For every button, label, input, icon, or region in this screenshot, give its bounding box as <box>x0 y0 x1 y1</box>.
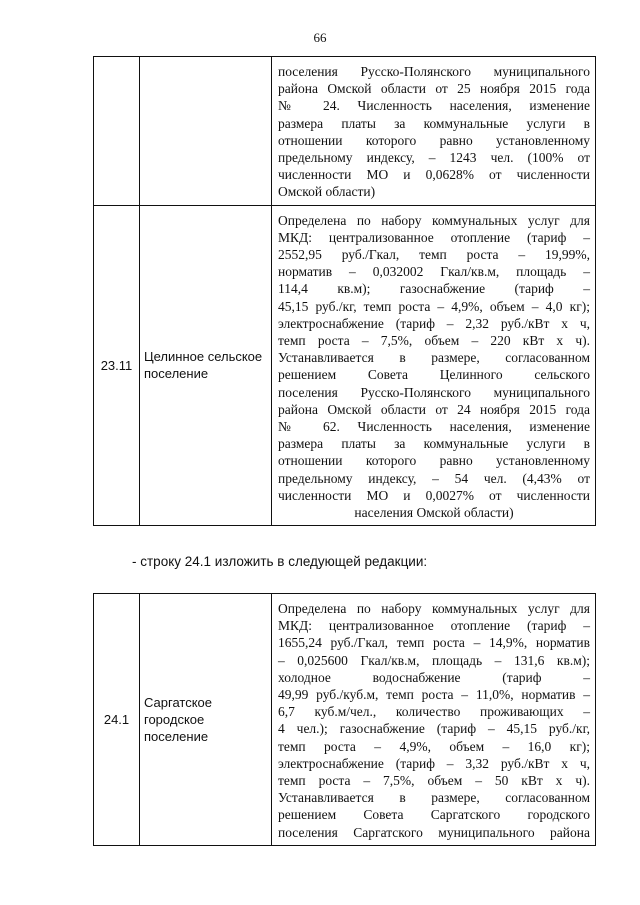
amendment-instruction: - строку 24.1 изложить в следующей редакции: <box>132 554 428 569</box>
description-line: 6,7 куб.м/чел., количество проживающих – <box>278 704 590 720</box>
settlement-name-line: городское <box>144 711 205 727</box>
description-line: численности МО и 0,0027% от численности <box>278 487 590 503</box>
description-line: 114,4 кв.м); газоснабжение (тариф – <box>278 281 590 297</box>
row-number-cell: 24.1 <box>94 594 140 846</box>
description-line: № 62. Численность населения, изменение <box>278 419 590 435</box>
table-row-continued <box>94 57 596 206</box>
description-line: предельному индексу, – 54 чел. (4,43% от <box>278 470 590 486</box>
description-line: темп роста – 7,5%, объем – 220 кВт х ч). <box>278 333 590 349</box>
description-line: района Омской области от 25 ноября 2015 года <box>278 81 590 97</box>
description-line: Определена по набору коммунальных услуг для <box>278 212 590 228</box>
description-line: 1655,24 руб./Гкал, темп роста – 14,9%, норматив <box>278 635 590 651</box>
description-cell <box>272 594 596 846</box>
page-number: 66 <box>313 30 327 45</box>
description-line: района Омской области от 24 ноября 2015 года <box>278 401 590 417</box>
description-line: 2552,95 руб./Гкал, темп роста – 19,99%, <box>278 247 590 263</box>
row-number-cell <box>94 57 140 206</box>
description-line: № 24. Численность населения, изменение <box>278 98 590 114</box>
settlement-name-line: поселение <box>144 366 209 382</box>
description-line: поселения Русско-Полянского муниципального <box>278 64 590 79</box>
description-line: отношении которого равно установленному <box>278 132 590 148</box>
description-line: поселения Саргатского муниципального района <box>278 824 590 840</box>
description-line: 49,99 руб./куб.м, темп роста – 11,0%, норматив – <box>278 687 590 703</box>
description-line: отношении которого равно установленному <box>278 453 590 469</box>
tariff-table-bottom <box>93 593 596 846</box>
description-line: МКД: централизованное отопление (тариф – <box>278 618 590 634</box>
settlement-name-line: поселение <box>144 728 209 744</box>
description-line: темп роста – 7,5%, объем – 50 кВт х ч). <box>278 773 590 789</box>
settlement-name-cell <box>140 594 272 846</box>
description-line: норматив – 0,032002 Гкал/кв.м, площадь – <box>278 264 590 280</box>
description-line: Устанавливается в размере, согласованном <box>278 350 590 366</box>
table-row-23-11 <box>94 205 596 526</box>
description-line: размера платы за коммунальные услуги в <box>278 115 590 131</box>
description-line: решением Совета Целинного сельского <box>278 367 590 383</box>
description-line: населения Омской области) <box>354 505 514 521</box>
settlement-name-cell <box>140 57 272 206</box>
description-line: 4 чел.); газоснабжение (тариф – 45,15 руб./кг, <box>278 721 590 737</box>
description-line: темп роста – 4,9%, объем – 16,0 кг); <box>278 738 590 754</box>
description-line: МКД: централизованное отопление (тариф – <box>278 229 590 245</box>
description-line: решением Совета Саргатского городского <box>278 807 590 823</box>
row-number-cell: 23.11 <box>94 205 140 526</box>
description-line: численности МО и 0,0628% от численности <box>278 167 590 183</box>
description-cell <box>272 205 596 526</box>
description-line: Определена по набору коммунальных услуг для <box>278 601 590 616</box>
description-line: – 0,025600 Гкал/кв.м, площадь – 131,6 кв.м); <box>278 652 590 668</box>
settlement-name-line: Саргатское <box>144 694 212 710</box>
description-line: Омской области) <box>278 184 376 200</box>
description-line: 45,15 руб./кг, темп роста – 4,9%, объем – 4,0 кг); <box>278 298 590 314</box>
description-cell <box>272 57 596 206</box>
description-line: поселения Русско-Полянского муниципального <box>278 384 590 400</box>
description-line: электроснабжение (тариф – 3,32 руб./кВт х ч, <box>278 755 590 771</box>
settlement-name-line: Целинное сельское <box>144 349 263 365</box>
description-line: размера платы за коммунальные услуги в <box>278 436 590 452</box>
description-line: Устанавливается в размере, согласованном <box>278 790 590 806</box>
table-row-24-1 <box>94 594 596 846</box>
description-line: электроснабжение (тариф – 2,32 руб./кВт х ч, <box>278 315 590 331</box>
tariff-table-top <box>93 56 596 526</box>
settlement-name-cell <box>140 205 272 526</box>
description-line: предельному индексу, – 1243 чел. (100% от <box>278 150 590 166</box>
description-line: холодное водоснабжение (тариф – <box>278 669 590 685</box>
